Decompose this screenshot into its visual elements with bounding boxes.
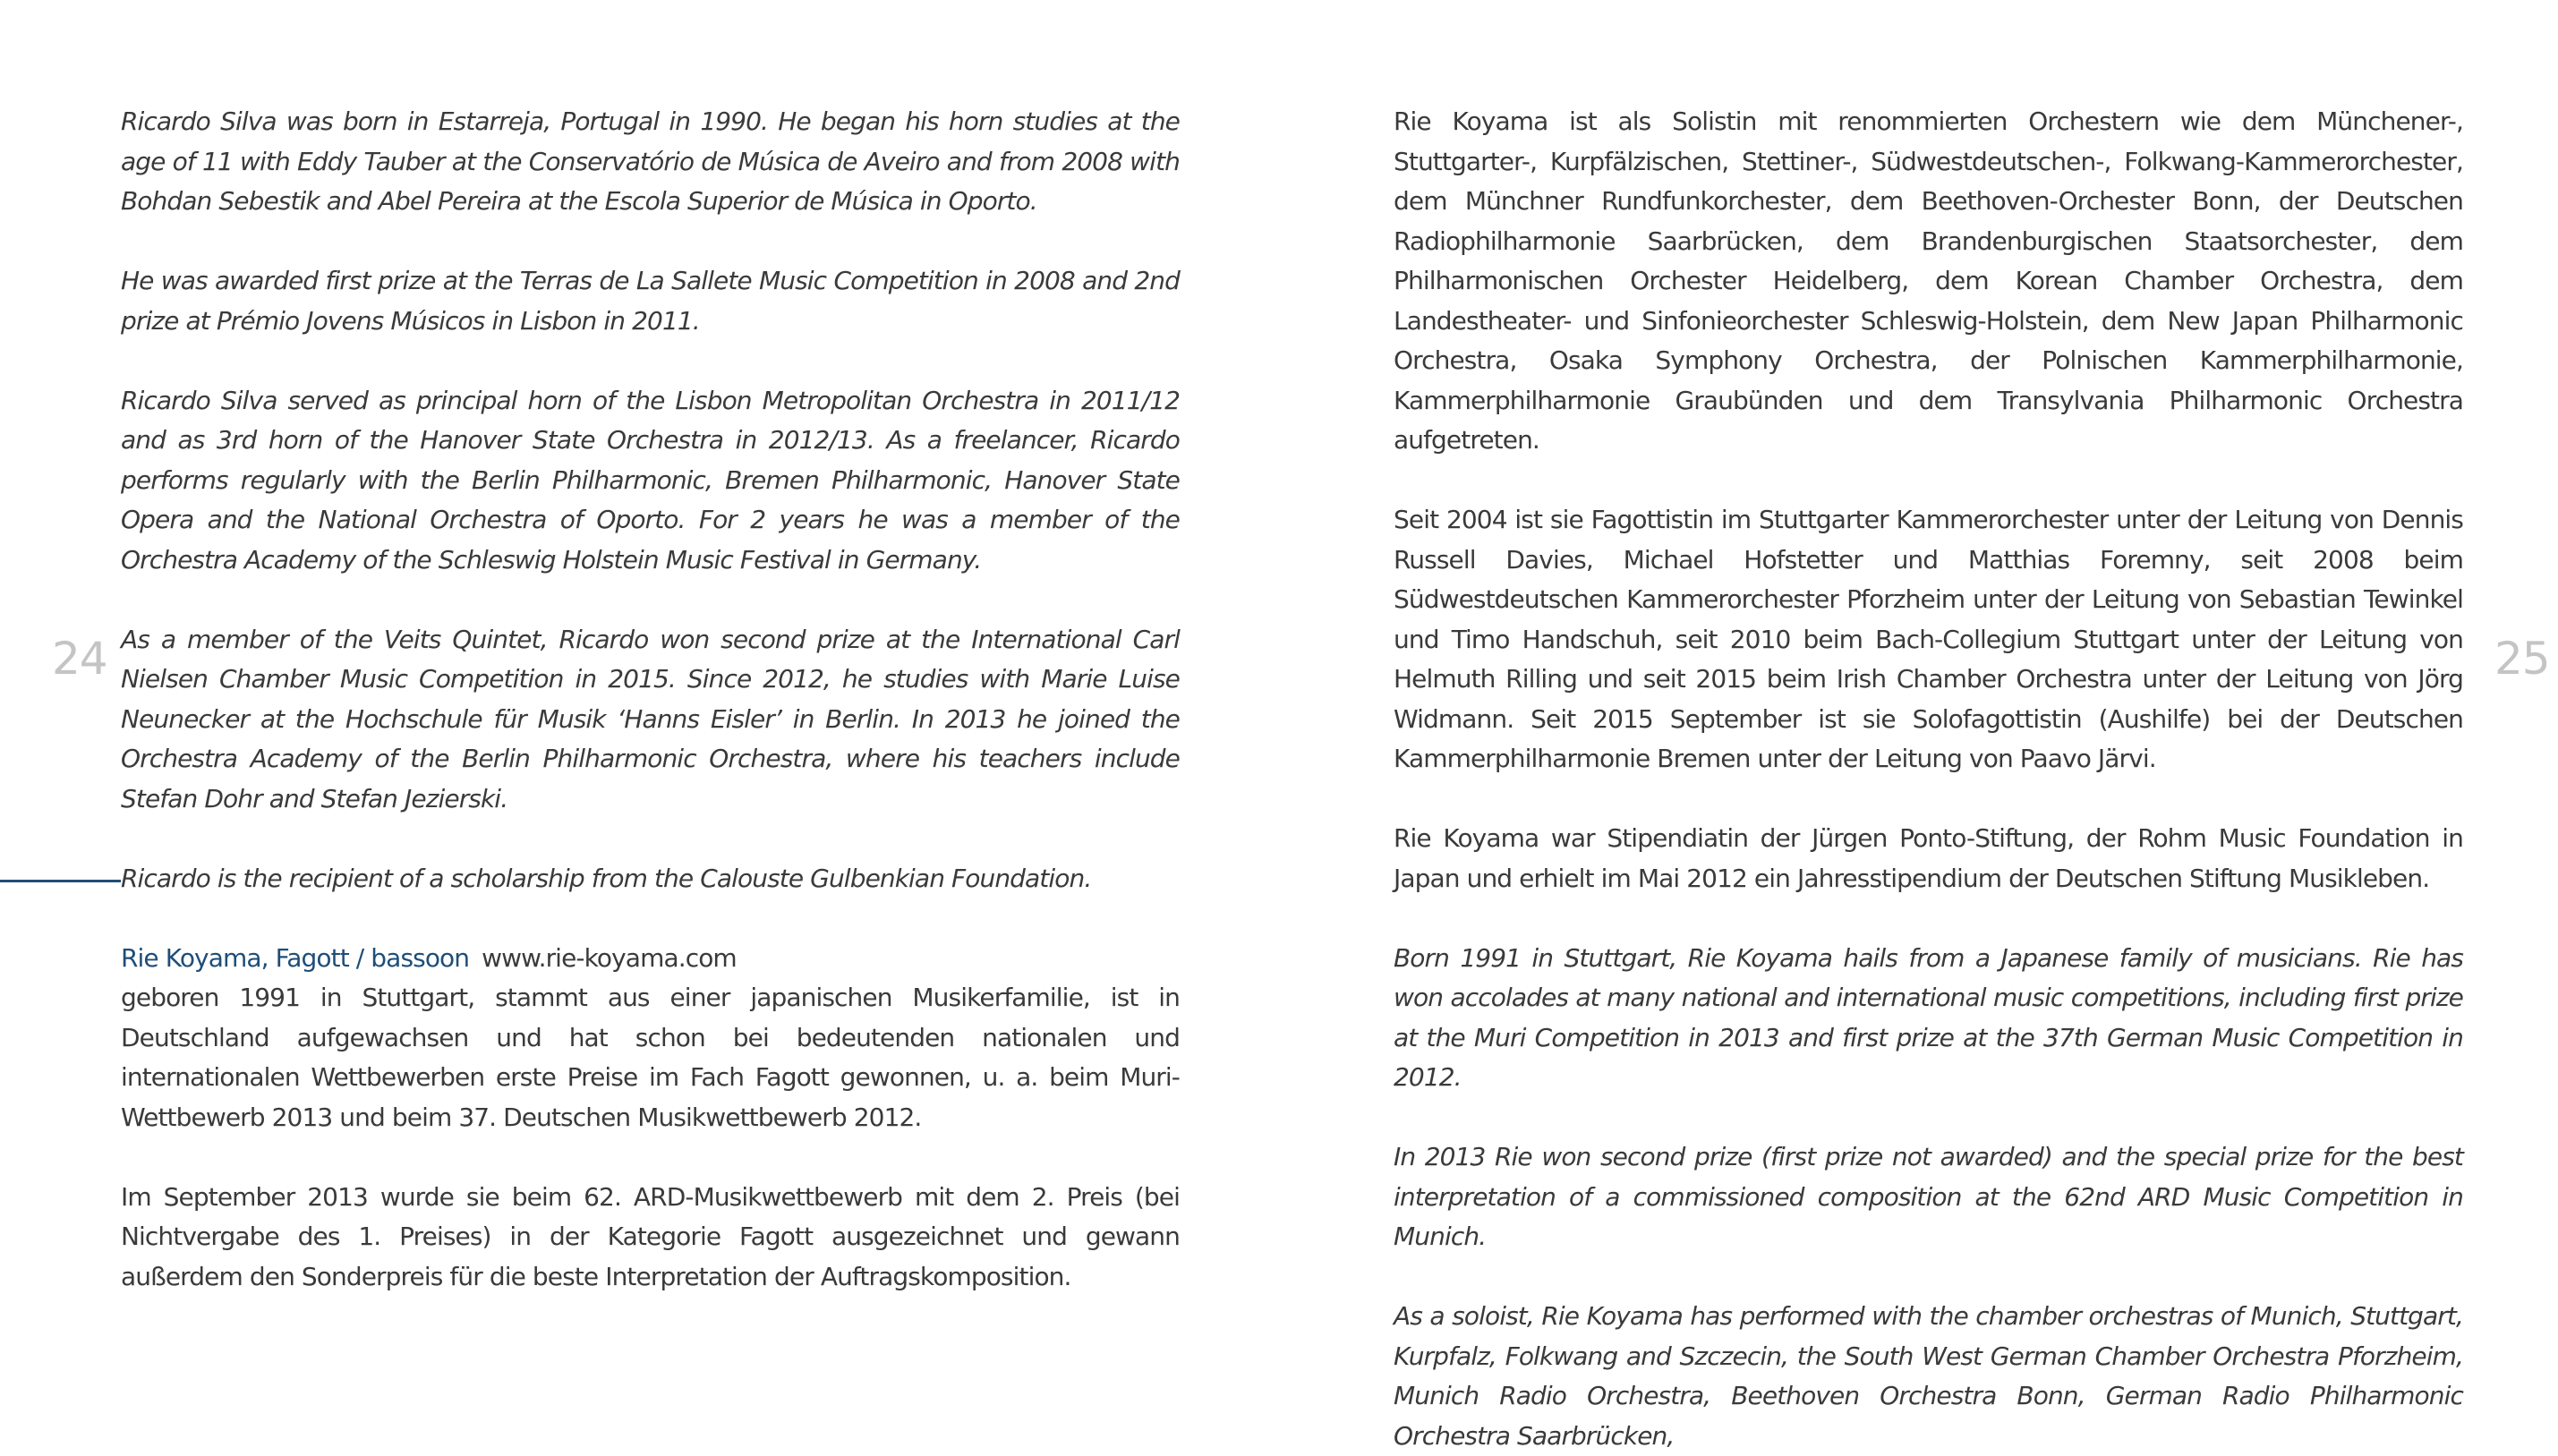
koyama-bio-en-paragraph: As a soloist, Rie Koyama has performed with the chamber orchestras of Munich, Stuttgart, Kurpfalz, Folkwang and Szczecin, the South West German Chamber Orchestra Pforzheim, Munich Radio Orchestra, Beethoven Orchestra Bonn, German Radio Philharmonic Orchestra Saarbrücken, [1394, 1301, 2463, 1451]
koyama-bio-de-paragraph: Rie Koyama war Stipendiatin der Jürgen Ponto-Stiftung, der Rohm Music Foundation in Japan und erhielt im Mai 2012 ein Jahresstipendium der Deutschen Stiftung Musikleben. [1394, 823, 2463, 893]
page-number-left: 24 [52, 633, 107, 685]
right-column [1394, 102, 2463, 1456]
koyama-bio-de-paragraph: geboren 1991 in Stuttgart, stammt aus einer japanischen Musikerfamilie, ist in Deutschland aufgewachsen und hat schon bei bedeutenden nationalen und internationalen Wettbewerben erste Preise im Fach Fagott gewonnen, u. a. beim Muri-Wettbewerb 2013 und beim 37. Deutschen Musikwettbewerb 2012. [121, 983, 1180, 1132]
silva-paragraph: Ricardo Silva was born in Estarreja, Portugal in 1990. He began his horn studies at the age of 11 with Eddy Tauber at the Conservatório de Música de Aveiro and from 2008 with Bohdan Sebestik and Abel Pereira at the Escola Superior de Música in Oporto. [121, 106, 1180, 216]
koyama-name-heading: Rie Koyama, Fagott / bassoon [121, 942, 470, 973]
left-page [0, 0, 1279, 1291]
koyama-bio-de-paragraph: Seit 2004 ist sie Fagottistin im Stuttgarter Kammerorchester unter der Leitung von Dennis Russell Davies, Michael Hofstetter und Matthias Foremny, seit 2008 beim Südwestdeutschen Kammerorchester Pforzheim unter der Leitung von Sebastian Tewinkel und Timo Handschuh, seit 2010 beim Bach-Collegium Stuttgart unter der Leitung von Helmuth Rilling und seit 2015 beim Irish Chamber Orchestra unter der Leitung von Jörg Widmann. Seit 2015 September ist sie Solofagottistin (Aushilfe) bei der Deutschen Kammerphilharmonie Bremen unter der Leitung von Paavo Järvi. [1394, 505, 2463, 773]
koyama-website-link[interactable]: www.rie-koyama.com [482, 942, 737, 973]
koyama-bio-en-paragraph: In 2013 Rie won second prize (first prize not awarded) and the special prize for the best interpretation of a commissioned composition at the 62nd ARD Music Competition in Munich. [1394, 1142, 2463, 1251]
silva-paragraph: As a member of the Veits Quintet, Ricardo won second prize at the International Carl Nielsen Chamber Music Competition in 2015. Since 2012, he studies with Marie Luise Neunecker at the Hochschule für Musik ‘Hanns Eisler’ in Berlin. In 2013 he joined the Orchestra Academy of the Berlin Philharmonic Orchestra, where his teachers include Stefan Dohr and Stefan Jezierski. [121, 624, 1180, 813]
silva-paragraph: Ricardo is the recipient of a scholarship from the Calouste Gulbenkian Foundation. [121, 863, 1092, 893]
koyama-bio-de-paragraph: Im September 2013 wurde sie beim 62. ARD-Musikwettbewerb mit dem 2. Preis (bei Nichtvergabe des 1. Preises) in der Kategorie Fagott ausgezeichnet und gewann außerdem den Sonderpreis für die beste Interpretation der Auftragskomposition. [121, 1181, 1180, 1291]
right-page [1279, 0, 2558, 1451]
silva-paragraph: Ricardo Silva served as principal horn of the Lisbon Metropolitan Orchestra in 2011/12 and as 3rd horn of the Hanover State Orchestra in 2012/13. As a freelancer, Ricardo performs regularly with the Berlin Philharmonic, Bremen Philharmonic, Hanover State Opera and the National Orchestra of Oporto. For 2 years he was a member of the Orchestra Academy of the Schleswig Holstein Music Festival in Germany. [121, 385, 1180, 575]
koyama-bio-en-paragraph: Born 1991 in Stuttgart, Rie Koyama hails from a Japanese family of musicians. Rie has won accolades at many national and international music competitions, including first prize at the Muri Competition in 2013 and first prize at the 37th German Music Competition in 2012. [1394, 942, 2463, 1092]
section-rule [0, 880, 121, 882]
koyama-bio-de-paragraph: Rie Koyama ist als Solistin mit renommierten Orchestern wie dem Münchener-, Stuttgarter-, Kurpfälzischen, Stettiner-, Südwestdeutschen-, Folkwang-Kammerorchester, dem Münchner Rundfunkorchester, dem Beethoven-Orchester Bonn, der Deutschen Radiophilharmonie Saarbrücken, dem Brandenburgischen Staatsorchester, dem Philharmonischen Orchester Heidelberg, dem Korean Chamber Orchestra, dem Landestheater- und Sinfonieorchester Schleswig-Holstein, dem New Japan Philharmonic Orchestra, Osaka Symphony Orchestra, der Polnischen Kammerphilharmonie, Kammerphilharmonie Graubünden und dem Transylvania Philharmonic Orchestra aufgetreten. [1394, 106, 2463, 455]
koyama-heading [121, 939, 1180, 979]
page-number-right: 25 [2494, 633, 2550, 685]
left-column [121, 102, 1180, 1297]
silva-paragraph: He was awarded first prize at the Terras de La Sallete Music Competition in 2008 and 2nd prize at Prémio Jovens Músicos in Lisbon in 2011. [121, 266, 1180, 336]
